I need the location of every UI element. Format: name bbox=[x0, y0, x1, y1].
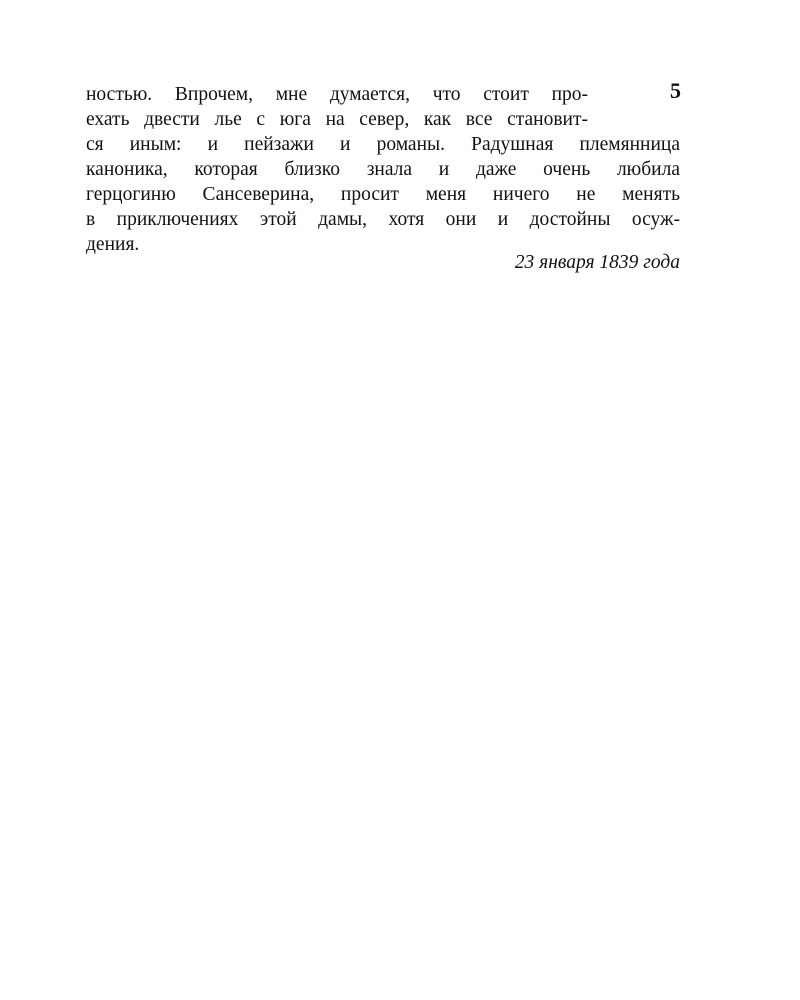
text-line: ностью. Впрочем, мне думается, что стоит про- bbox=[86, 84, 588, 105]
text-line: ся иным: и пейзажи и романы. Радушная племянница bbox=[86, 134, 680, 155]
date-signature: 23 января 1839 года bbox=[514, 252, 680, 273]
text-line: дения. bbox=[86, 234, 140, 255]
text-line: каноника, которая близко знала и даже очень любила bbox=[86, 159, 680, 180]
page-number: 5 bbox=[670, 78, 681, 103]
body-text bbox=[86, 82, 680, 257]
text-line: герцогиню Сансеверина, просит меня ничего не менять bbox=[86, 184, 680, 205]
text-line: ехать двести лье с юга на север, как все становит- bbox=[86, 109, 588, 130]
text-line: в приключениях этой дамы, хотя они и достойны осуж- bbox=[86, 209, 680, 230]
